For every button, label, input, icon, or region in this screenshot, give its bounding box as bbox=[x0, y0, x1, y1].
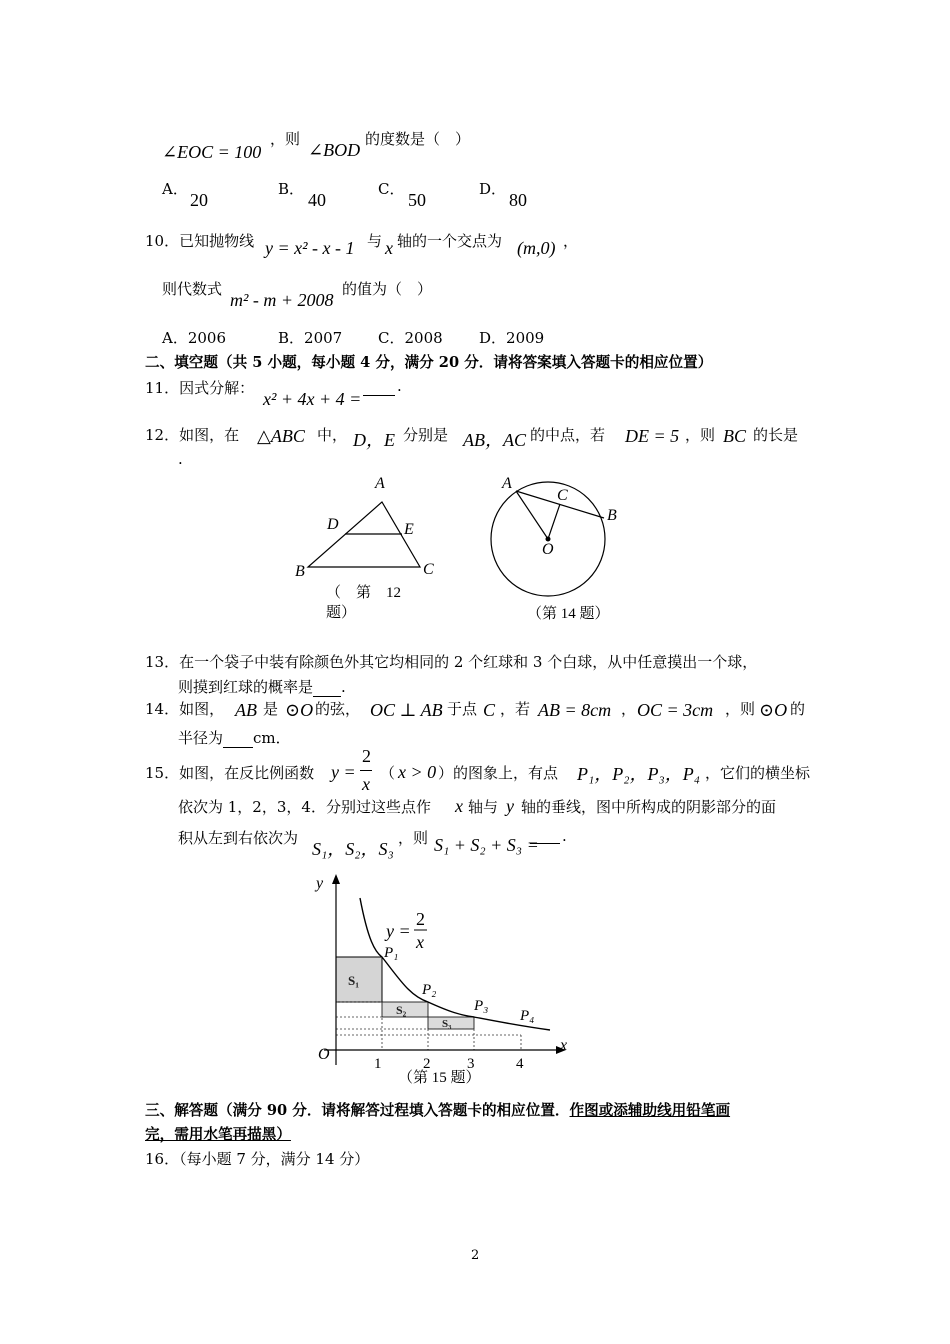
q9-option-d: D． 80 bbox=[479, 180, 527, 210]
q11-expr: x² + 4x + 4 = bbox=[263, 389, 362, 409]
q9-option-b: B． 40 bbox=[278, 180, 326, 210]
q9-option-a: A． 20 bbox=[162, 180, 208, 210]
fig14-label-c: C bbox=[557, 487, 568, 504]
fig12-label-c: C bbox=[423, 561, 434, 578]
q10-num: 10．已知抛物线 bbox=[145, 232, 255, 250]
q13-answer-blank bbox=[313, 678, 341, 697]
q15-line1: 15．如图，在反比例函数 y = 2 x （ x > 0 ）的图象上，有点 P₁，P₂，P₃，P₄ ，它们的横坐标 bbox=[145, 746, 811, 794]
fig15-label-s3: S₃ bbox=[442, 1018, 452, 1030]
q9-angle-eoc: ∠EOC = 100 bbox=[162, 142, 262, 162]
q15-answer-blank bbox=[530, 843, 560, 844]
q15-frac-bar bbox=[360, 770, 372, 771]
section2-title: 二、填空题（共 5 小题，每小题 4 分，满分 20 分．请将答案填入答题卡的相应位置） bbox=[145, 354, 713, 371]
q14-answer-blank bbox=[223, 729, 253, 748]
page-number: 2 bbox=[471, 1248, 480, 1263]
fig15-tick-1: 1 bbox=[374, 1056, 382, 1072]
q15-line2: 依次为 1，2，3，4．分别过这些点作 x 轴与 y 轴的垂线，图中所构成的阴影部分的面 bbox=[178, 796, 777, 816]
fig15-caption: （第 15 题） bbox=[398, 1070, 481, 1086]
fig12-label-d: D bbox=[327, 516, 339, 533]
q10-expr: m² - m + 2008 bbox=[230, 290, 334, 310]
q9-tail: 的度数是（ ） bbox=[365, 130, 471, 148]
fig15-label-s1: S₁ bbox=[348, 973, 360, 988]
q11: 11．因式分解： x² + 4x + 4 = . bbox=[145, 377, 402, 409]
fig15-tick-4: 4 bbox=[516, 1056, 524, 1072]
q15-line3: 积从左到右依次为 S₁，S₂，S₃ ，则 S₁ + S₂ + S₃ = . bbox=[178, 827, 567, 859]
fig14-label-o: O bbox=[542, 541, 554, 558]
figure-12-triangle bbox=[290, 472, 450, 624]
q15-frac-num: 2 bbox=[362, 746, 371, 766]
q9-mid: ，则 bbox=[270, 130, 301, 148]
fig15-tick-2: 2 bbox=[423, 1056, 431, 1072]
q10-eq: y = x² - x - 1 bbox=[265, 238, 355, 258]
fig12-caption-1: （ 第 12 bbox=[326, 585, 402, 601]
q10-line1: 10．已知抛物线 y = x² - x - 1 与 x 轴的一个交点为 (m,0) ， bbox=[145, 232, 579, 258]
q16: 16．（每小题 7 分，满分 14 分） bbox=[145, 1150, 370, 1168]
fig15-func-num: 2 bbox=[416, 909, 425, 929]
figure-15-hyperbola bbox=[310, 870, 582, 1088]
fig15-label-x: x bbox=[560, 1037, 568, 1054]
q13-line1: 13．在一个袋子中装有除颜色外其它均相同的 2 个红球和 3 个白球，从中任意摸出一个球， bbox=[145, 653, 758, 671]
q9-option-c: C． 50 bbox=[378, 180, 426, 210]
fig12-label-a: A bbox=[375, 475, 385, 492]
fig14-label-a: A bbox=[502, 475, 512, 492]
fig14-label-b: B bbox=[607, 507, 617, 524]
q14-line1: 14．如图， AB 是 ⊙O 的弦， OC ⊥ AB 于点 C ，若 AB = 8cm ， OC = 3cm ，则 ⊙O 的 bbox=[145, 700, 806, 720]
q13-line2: 则摸到红球的概率是 . bbox=[178, 678, 346, 696]
fig12-label-b: B bbox=[295, 563, 305, 580]
fig15-label-p3: P₃ bbox=[474, 998, 489, 1014]
fig15-label-s2: S₂ bbox=[396, 1003, 407, 1017]
fig15-label-p2: P₂ bbox=[422, 982, 437, 998]
fig15-label-p1: P₁ bbox=[384, 945, 399, 961]
q9-angle-bod: ∠BOD bbox=[308, 140, 361, 160]
fig12-label-e: E bbox=[404, 521, 414, 538]
q11-answer-blank bbox=[363, 395, 395, 396]
fig15-label-p4: P₄ bbox=[520, 1008, 535, 1024]
q12: 12．如图，在 △ABC 中， D，E 分别是 AB，AC 的中点，若 DE = 5 ，则 BC 的长是 . bbox=[145, 426, 799, 468]
fig15-tick-3: 3 bbox=[467, 1056, 475, 1072]
fig12-caption-2: 题） bbox=[326, 605, 357, 621]
q14-line2: 半径为 cm． bbox=[178, 729, 291, 747]
q15-frac-den: x bbox=[362, 774, 370, 794]
fig15-label-y: y bbox=[316, 875, 324, 892]
q10-point: (m,0) bbox=[517, 238, 556, 258]
fig15-label-o: O bbox=[318, 1046, 330, 1063]
q10-line2: 则代数式 m² - m + 2008 的值为（ ） bbox=[162, 280, 433, 310]
fig14-caption: （第 14 题） bbox=[527, 606, 610, 622]
fig15-func-y: y = bbox=[386, 921, 411, 941]
fig15-func-den: x bbox=[416, 932, 424, 952]
section3-title-line1: 三、解答题（满分 90 分．请将解答过程填入答题卡的相应位置．作图或添辅助线用铅笔画 bbox=[145, 1102, 731, 1119]
figure-14-circle bbox=[484, 472, 634, 627]
section3-title-line2: 完，需用水笔再描黑） bbox=[145, 1126, 291, 1143]
